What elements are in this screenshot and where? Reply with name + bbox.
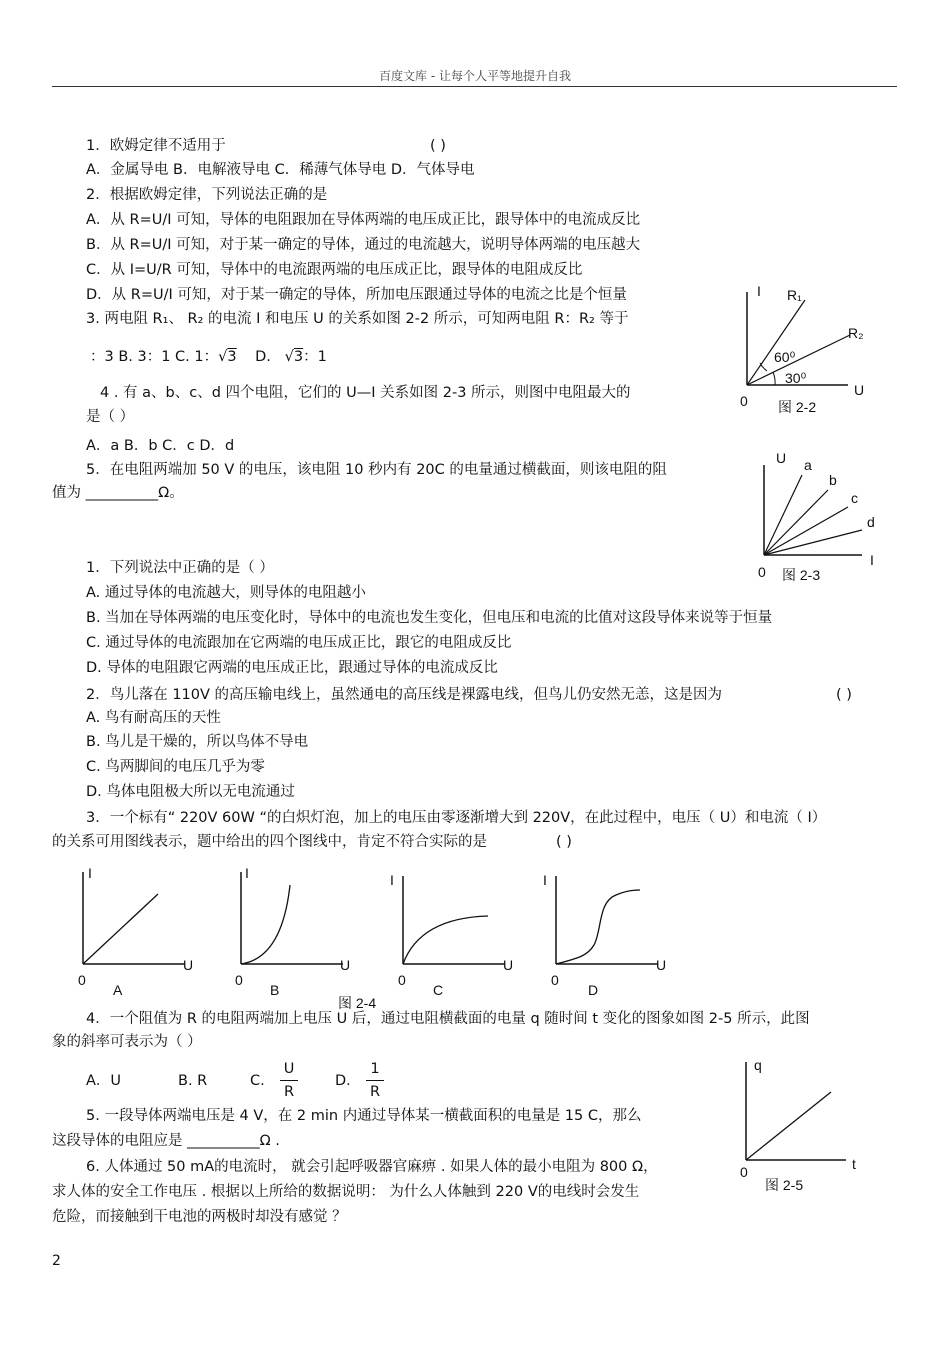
s2-question-1-option-a: A. 通过导体的电流越大，则导体的电阻越小 — [86, 585, 366, 601]
fig23-axis-y-label: U — [776, 450, 787, 466]
s1-question-2-option-d: D．从 R=U/I 可知，对于某一确定的导体，所加电压跟通过导体的电流之比是个恒量 — [86, 287, 627, 303]
s2-question-4-line1: 4．一个阻值为 R 的电阻两端加上电压 U 后，通过电阻横截面的电量 q 随时间 t 变化的图象如图 2-5 所示，此图 — [86, 1011, 810, 1027]
s1-question-5-line2: 值为 __________Ω。 — [52, 485, 184, 501]
s2-question-2-option-a: A. 鸟有耐高压的天性 — [86, 710, 221, 726]
fig24-c-label: C — [433, 982, 444, 998]
fig22-caption: 图 2-2 — [778, 399, 817, 415]
fig22-axis-x-label: U — [854, 382, 865, 398]
fig24-a-curve — [83, 894, 158, 964]
s2-question-1-option-d: D. 导体的电阻跟它两端的电压成正比，跟通过导体的电流成反比 — [86, 660, 498, 676]
fig22-arc-60 — [760, 363, 767, 371]
fig24-graph-d — [543, 872, 666, 998]
s2-question-2: 2．鸟儿落在 110V 的高压输电线上，虽然通电的高压线是裸露电线，但鸟儿仍安然无恙，这是因为 — [86, 687, 723, 703]
fraction-denominator: R — [369, 1084, 381, 1100]
fraction-u-over-r — [280, 1060, 298, 1101]
fig24-b-axis-x: U — [340, 957, 351, 973]
figure-2-4 — [60, 860, 720, 1015]
sqrt-symbol: √ — [284, 349, 294, 365]
s1-question-5-line1: 5．在电阻两端加 50 V 的电压，该电阻 10 秒内有 20C 的电量通过横截面，则该电阻的阻 — [86, 462, 667, 478]
fig24-c-curve — [403, 916, 488, 964]
fig24-caption: 图 2-4 — [338, 995, 377, 1011]
fig24-c-origin: 0 — [398, 972, 406, 988]
s2-question-4-option-c: C. — [250, 1073, 265, 1089]
fig24-d-axis-x: U — [656, 957, 667, 973]
fig23-origin: 0 — [758, 564, 766, 580]
fig24-graph-c — [390, 872, 513, 998]
s2-question-3-paren: ( ) — [556, 834, 572, 850]
s1-question-2-option-c: C．从 I=U/R 可知，导体中的电流跟两端的电压成正比，跟导体的电阻成反比 — [86, 262, 583, 278]
q3-option-d-label: D. — [255, 349, 271, 365]
s2-question-2-option-b: B. 鸟儿是干燥的，所以鸟体不导电 — [86, 734, 309, 750]
s2-question-2-paren: ( ) — [836, 687, 852, 703]
s2-question-1: 1．下列说法中正确的是（ ） — [86, 560, 274, 576]
sqrt-symbol: √ — [218, 349, 228, 365]
fraction-denominator: R — [283, 1084, 295, 1100]
fig24-c-axis-y: I — [390, 872, 394, 888]
fig23-label-c: c — [851, 490, 858, 506]
fig24-b-axis-y: I — [245, 865, 249, 881]
s1-question-4-line1: 4 . 有 a、b、c、d 四个电阻，它们的 U—I 关系如图 2-3 所示，则图中电阻最大的 — [100, 385, 631, 401]
fig22-axis-y-label: I — [757, 283, 761, 299]
s2-question-2-option-d: D. 鸟体电阻极大所以无电流通过 — [86, 784, 295, 800]
s2-question-4-option-a: A．U — [86, 1073, 122, 1089]
s2-question-4-line2: 象的斜率可表示为（ ） — [52, 1034, 202, 1050]
fig22-arc-30 — [773, 372, 775, 385]
fig23-label-b: b — [829, 472, 837, 488]
q3-sqrt-value-2: 3 — [293, 349, 304, 365]
fig24-a-label: A — [113, 982, 123, 998]
fig23-caption: 图 2-3 — [782, 567, 821, 583]
q3-options-text: ：3 B. 3：1 C. 1： — [90, 349, 219, 365]
s1-question-1-options: A．金属导电 B．电解液导电 C．稀薄气体导电 D．气体导电 — [86, 162, 475, 178]
fig23-line-a — [764, 475, 802, 555]
s2-question-1-option-c: C. 通过导体的电流跟加在它两端的电压成正比，跟它的电阻成反比 — [86, 635, 512, 651]
s1-question-2: 2．根据欧姆定律，下列说法正确的是 — [86, 187, 328, 203]
q3-sqrt-value-1: 3 — [227, 349, 237, 365]
fig24-d-curve — [556, 890, 640, 964]
fig24-d-label: D — [588, 982, 599, 998]
fig24-b-origin: 0 — [235, 972, 243, 988]
fig22-origin: 0 — [740, 393, 748, 409]
fig24-graph-b — [235, 865, 350, 998]
fraction-numerator: U — [283, 1061, 295, 1077]
figure-2-3 — [750, 445, 890, 585]
s1-question-2-option-a: A．从 R=U/I 可知，导体的电阻跟加在导体两端的电压成正比，跟导体中的电流成反比 — [86, 212, 641, 228]
s2-question-4-option-b: B. R — [178, 1073, 208, 1089]
fig22-angle-60: 60⁰ — [774, 349, 796, 365]
fraction-numerator: 1 — [370, 1061, 380, 1077]
fig24-a-axis-y: I — [88, 865, 92, 881]
s1-question-2-option-b: B．从 R=U/I 可知，对于某一确定的导体，通过的电流越大，说明导体两端的电压越大 — [86, 237, 641, 253]
fraction-one-over-r — [366, 1060, 384, 1101]
fig24-d-origin: 0 — [551, 972, 559, 988]
s2-question-6-line1: 6. 人体通过 50 mA的电流时， 就会引起呼吸器官麻痹 . 如果人体的最小电阻为 800 Ω， — [86, 1159, 658, 1175]
fig25-caption: 图 2-5 — [765, 1177, 804, 1193]
fig24-b-label: B — [270, 982, 280, 998]
fraction-bar — [280, 1080, 298, 1081]
s1-question-3: 3. 两电阻 R₁、 R₂ 的电流 I 和电压 U 的关系如图 2-2 所示，可知两电阻 R：R₂ 等于 — [86, 311, 629, 327]
fig23-axis-x-label: I — [870, 552, 874, 568]
figure-2-2 — [730, 280, 880, 420]
header-rule — [52, 86, 897, 87]
fig25-line — [746, 1092, 831, 1160]
fig24-b-curve — [241, 885, 290, 964]
s2-question-6-line3: 危险，而接触到干电池的两极时却没有感觉 ？ — [52, 1209, 347, 1225]
figure-2-5 — [728, 1050, 878, 1200]
s1-question-1-paren: ( ) — [430, 138, 446, 154]
q3-tail: ：1 — [303, 349, 327, 365]
fig23-line-b — [764, 490, 828, 555]
fig24-d-axis-y: I — [543, 872, 547, 888]
fig24-a-origin: 0 — [78, 972, 86, 988]
s2-question-3-line2: 的关系可用图线表示，题中给出的四个图线中，肯定不符合实际的是 — [52, 834, 487, 850]
s2-question-1-option-b: B. 当加在导体两端的电压变化时，导体中的电流也发生变化，但电压和电流的比值对这段导体来说等于恒量 — [86, 610, 773, 626]
fig25-axis-x-label: t — [852, 1156, 856, 1172]
s2-question-4-option-d: D． — [335, 1073, 361, 1089]
fig24-a-axis-x: U — [183, 957, 194, 973]
fig22-r1-label: R₁ — [787, 287, 802, 303]
fig22-r2-label: R₂ — [848, 325, 864, 341]
s2-question-3-line1: 3．一个标有“ 220V 60W “的白炽灯泡，加上的电压由零逐渐增大到 220V，在此过程中，电压（ U）和电流（ I） — [86, 810, 827, 826]
fig22-angle-30: 30⁰ — [785, 370, 807, 386]
s1-question-1: 1．欧姆定律不适用于 — [86, 138, 226, 154]
s2-question-2-option-c: C. 鸟两脚间的电压几乎为零 — [86, 759, 265, 775]
page-number: 2 — [52, 1253, 61, 1269]
fig23-line-c — [764, 507, 848, 555]
fig25-origin: 0 — [740, 1164, 748, 1180]
fig23-label-d: d — [867, 514, 875, 530]
fig24-c-axis-x: U — [503, 957, 514, 973]
page-header: 百度文库 - 让每个人平等地提升自我 — [379, 69, 571, 83]
fig23-line-d — [764, 530, 862, 555]
s2-question-5-line1: 5. 一段导体两端电压是 4 V，在 2 min 内通过导体某一横截面积的电量是 15 C，那么 — [86, 1108, 642, 1124]
s2-question-6-line2: 求人体的安全工作电压 . 根据以上所给的数据说明： 为什么人体触到 220 V的电线时会发生 — [52, 1184, 640, 1200]
fig24-graph-a — [78, 865, 193, 998]
s2-question-5-line2: 这段导体的电阻应是 __________Ω . — [52, 1133, 280, 1149]
fig23-label-a: a — [804, 457, 812, 473]
s1-question-4-options: A．a B．b C．c D．d — [86, 438, 235, 454]
fraction-bar — [366, 1080, 384, 1081]
s1-question-3-options — [90, 348, 327, 366]
s1-question-4-line2: 是（ ） — [86, 409, 135, 425]
fig25-axis-y-label: q — [754, 1057, 762, 1073]
